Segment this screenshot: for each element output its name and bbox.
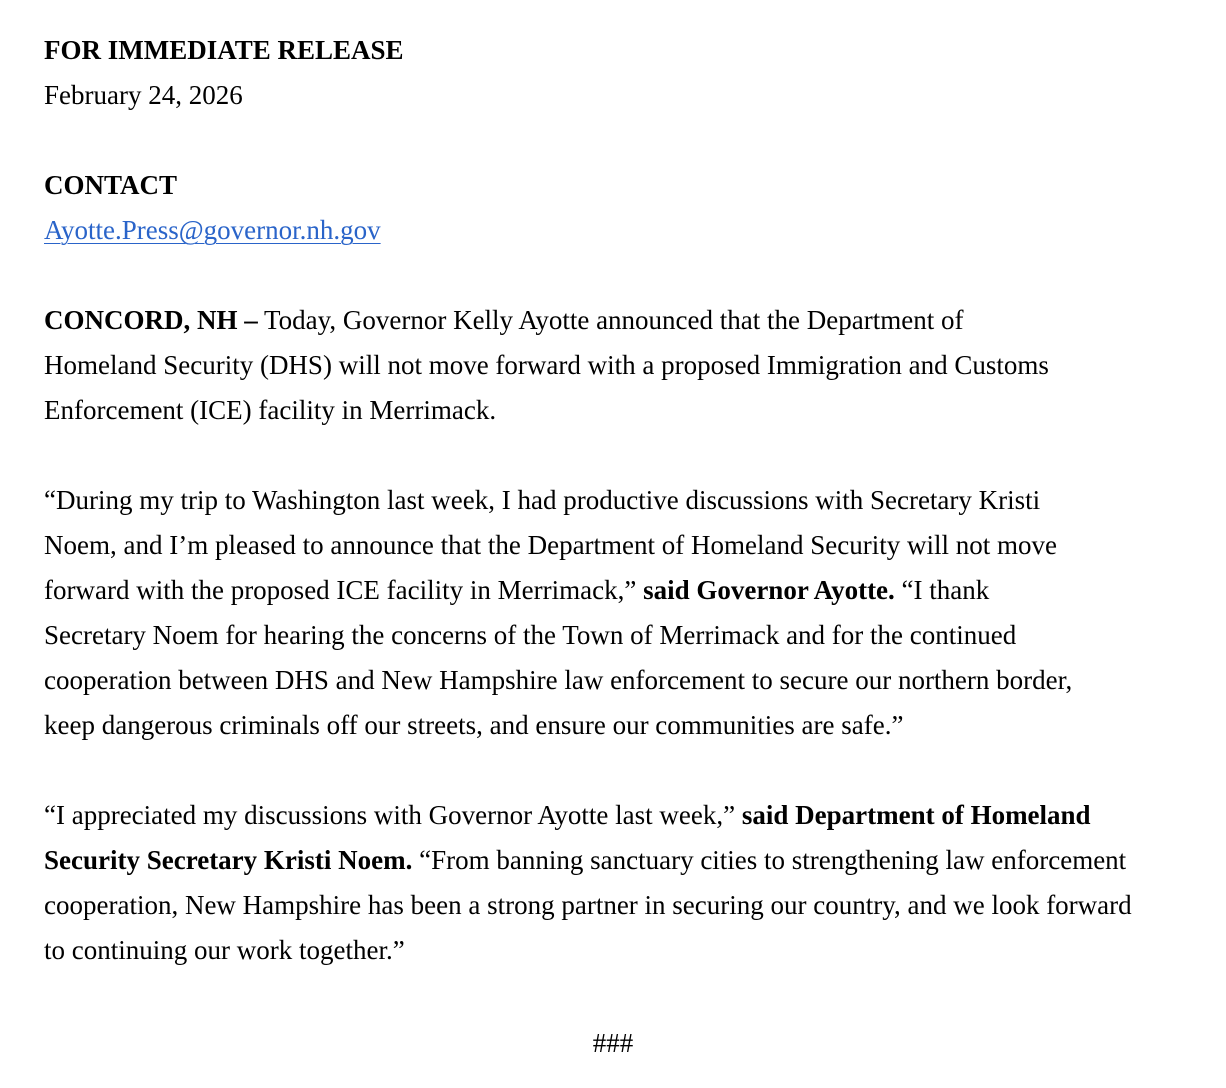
p3-line-4: to continuing our work together.” — [44, 935, 405, 965]
end-mark: ### — [592, 1028, 634, 1058]
dateline: CONCORD, NH – — [44, 305, 258, 335]
p2-line-2: Noem, and I’m pleased to announce that the Department of Homeland Security will not move — [44, 530, 1057, 560]
governor-attribution: said Governor Ayotte. — [643, 575, 895, 605]
spacer — [44, 253, 1194, 298]
contact-email-link[interactable]: Ayotte.Press@governor.nh.gov — [44, 215, 381, 245]
secretary-attribution-part-1: said Department of Homeland — [741, 800, 1091, 830]
release-label: FOR IMMEDIATE RELEASE — [44, 35, 404, 65]
press-release — [44, 28, 1194, 973]
p2-line-5: cooperation between DHS and New Hampshire law enforcement to secure our northern border, — [44, 665, 1073, 695]
contact-row — [44, 208, 1194, 253]
p1-line-1: Today, Governor Kelly Ayotte announced that the Department of — [264, 305, 964, 335]
p3-line-1-pre: “I appreciated my discussions with Governor Ayotte last week,” — [44, 800, 736, 830]
p3-line-2-post: “From banning sanctuary cities to strengthening law enforcement — [419, 845, 1127, 875]
p2-line-3-pre: forward with the proposed ICE facility in Merrimack,” — [44, 575, 637, 605]
spacer — [44, 118, 1194, 163]
p2-line-4: Secretary Noem for hearing the concerns of the Town of Merrimack and for the continued — [44, 620, 1017, 650]
p2-line-3-post: “I thank — [901, 575, 990, 605]
contact-label: CONTACT — [44, 170, 178, 200]
p3-line-3: cooperation, New Hampshire has been a strong partner in securing our country, and we look forward — [44, 890, 1132, 920]
p1-line-2: Homeland Security (DHS) will not move forward with a proposed Immigration and Customs — [44, 350, 1049, 380]
spacer — [44, 748, 1194, 793]
release-date: February 24, 2026 — [44, 80, 243, 110]
paragraph-announcement — [44, 298, 1194, 433]
p2-line-1: “During my trip to Washington last week, I had productive discussions with Secretary Kristi — [44, 485, 1041, 515]
spacer — [44, 433, 1194, 478]
paragraph-secretary-quote — [44, 793, 1194, 973]
p2-line-6: keep dangerous criminals off our streets, and ensure our communities are safe.” — [44, 710, 904, 740]
p1-line-3: Enforcement (ICE) facility in Merrimack. — [44, 395, 497, 425]
secretary-attribution-part-2: Security Secretary Kristi Noem. — [44, 845, 413, 875]
paragraph-governor-quote — [44, 478, 1194, 748]
